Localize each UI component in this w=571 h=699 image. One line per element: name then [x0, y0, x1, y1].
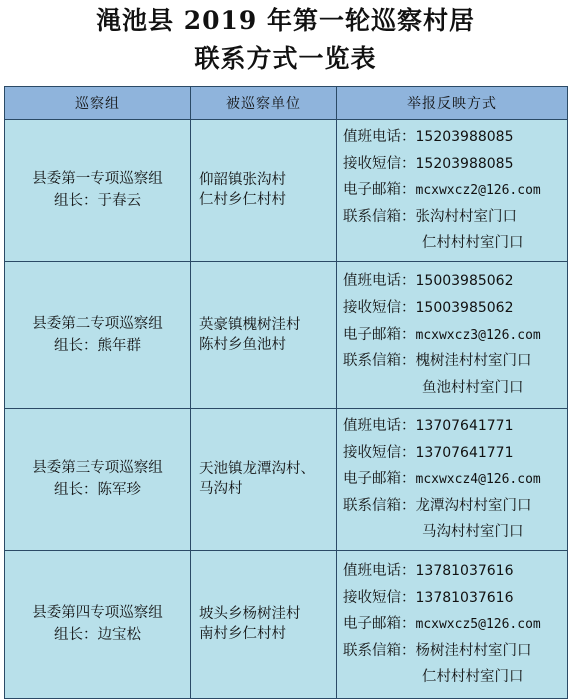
unit-line: 马沟村 [199, 481, 243, 498]
contact-table [4, 86, 568, 699]
contact-cell [337, 120, 568, 262]
email-line [343, 466, 567, 493]
email-line [343, 322, 567, 349]
email-address: mcxwxcz5@126.com [415, 617, 541, 633]
group-name: 县委第三专项巡察组 [32, 460, 163, 477]
mailbox-label: 联系信箱： [343, 208, 416, 225]
phone-number: 13707641771 [415, 417, 514, 434]
unit-cell [191, 261, 337, 408]
header-contact: 举报反映方式 [337, 87, 568, 120]
sms-number: 13707641771 [415, 444, 514, 461]
unit-line: 仁村乡仁村村 [199, 192, 286, 209]
group-cell [5, 120, 191, 262]
sms-line [343, 151, 567, 178]
group-name: 县委第二专项巡察组 [32, 315, 163, 332]
mailbox-line [343, 638, 567, 665]
group-name: 县委第四专项巡察组 [32, 605, 163, 622]
unit-line: 仰韶镇张沟村 [199, 172, 286, 189]
unit-line: 南村乡仁村村 [199, 626, 286, 643]
email-label: 电子邮箱： [343, 182, 416, 199]
table-row [5, 261, 568, 408]
sms-label: 接收短信： [343, 155, 416, 172]
mailbox-location: 张沟村村室门口 [415, 208, 517, 225]
table-row [5, 408, 568, 550]
mailbox-location-2: 马沟村村室门口 [422, 524, 524, 541]
group-leader: 组长：熊年群 [54, 337, 141, 354]
mailbox-line [343, 348, 567, 375]
mailbox-location-2: 鱼池村村室门口 [422, 379, 524, 396]
email-address: mcxwxcz3@126.com [415, 327, 541, 343]
table-row [5, 120, 568, 262]
phone-label: 值班电话： [343, 562, 416, 579]
phone-label: 值班电话： [343, 129, 416, 145]
sms-number: 13781037616 [415, 589, 514, 606]
group-name: 县委第一专项巡察组 [32, 171, 163, 188]
sms-line [343, 440, 567, 467]
email-line [343, 611, 567, 638]
phone-line [343, 124, 567, 151]
group-cell [5, 408, 191, 550]
header-group: 巡察组 [5, 87, 191, 120]
email-label: 电子邮箱： [343, 326, 416, 343]
mailbox-line [343, 204, 567, 231]
contact-cell [337, 261, 568, 408]
unit-line: 天池镇龙潭沟村、 [199, 461, 315, 478]
sms-number: 15003985062 [415, 300, 514, 317]
phone-number: 15003985062 [415, 273, 514, 290]
unit-cell [191, 408, 337, 550]
mailbox-location: 杨树洼村村室门口 [415, 642, 532, 659]
mailbox-location: 龙潭沟村村室门口 [415, 497, 532, 514]
mailbox-label: 联系信箱： [343, 497, 416, 514]
phone-line [343, 558, 567, 585]
mailbox-location: 槐树洼村村室门口 [415, 353, 532, 370]
sms-number: 15203988085 [415, 155, 514, 172]
email-address: mcxwxcz4@126.com [415, 472, 541, 488]
sms-label: 接收短信： [343, 300, 416, 317]
email-label: 电子邮箱： [343, 471, 416, 488]
mailbox-location-2: 仁村村村室门口 [422, 235, 524, 252]
table-header-row [5, 87, 568, 120]
unit-cell [191, 550, 337, 698]
unit-line: 坡头乡杨树洼村 [199, 606, 301, 623]
phone-line [343, 268, 567, 295]
sms-line [343, 585, 567, 612]
phone-label: 值班电话： [343, 273, 416, 290]
email-label: 电子邮箱： [343, 616, 416, 633]
email-address: mcxwxcz2@126.com [415, 183, 541, 199]
group-leader: 组长：陈军珍 [54, 482, 141, 499]
unit-cell [191, 120, 337, 262]
page-title-line1: 渑池县 2019 年第一轮巡察村居 [96, 6, 475, 35]
mailbox-line [343, 493, 567, 520]
mailbox-location-2: 仁村村村室门口 [422, 669, 524, 686]
unit-line: 英豪镇槐树洼村 [199, 316, 301, 333]
sms-label: 接收短信： [343, 589, 416, 606]
phone-line [343, 413, 567, 440]
group-leader: 组长：边宝松 [54, 627, 141, 644]
sms-line [343, 295, 567, 322]
header-unit: 被巡察单位 [191, 87, 337, 120]
group-cell [5, 550, 191, 698]
sms-label: 接收短信： [343, 444, 416, 461]
mailbox-label: 联系信箱： [343, 642, 416, 659]
contact-cell [337, 550, 568, 698]
page-title-line2: 联系方式一览表 [194, 44, 377, 73]
mailbox-label: 联系信箱： [343, 353, 416, 370]
table-row [5, 550, 568, 698]
group-cell [5, 261, 191, 408]
phone-label: 值班电话： [343, 417, 416, 434]
phone-number: 13781037616 [415, 562, 514, 579]
unit-line: 陈村乡鱼池村 [199, 336, 286, 353]
group-leader: 组长：于春云 [54, 193, 141, 210]
email-line [343, 177, 567, 204]
contact-cell [337, 408, 568, 550]
phone-number: 15203988085 [415, 129, 514, 145]
